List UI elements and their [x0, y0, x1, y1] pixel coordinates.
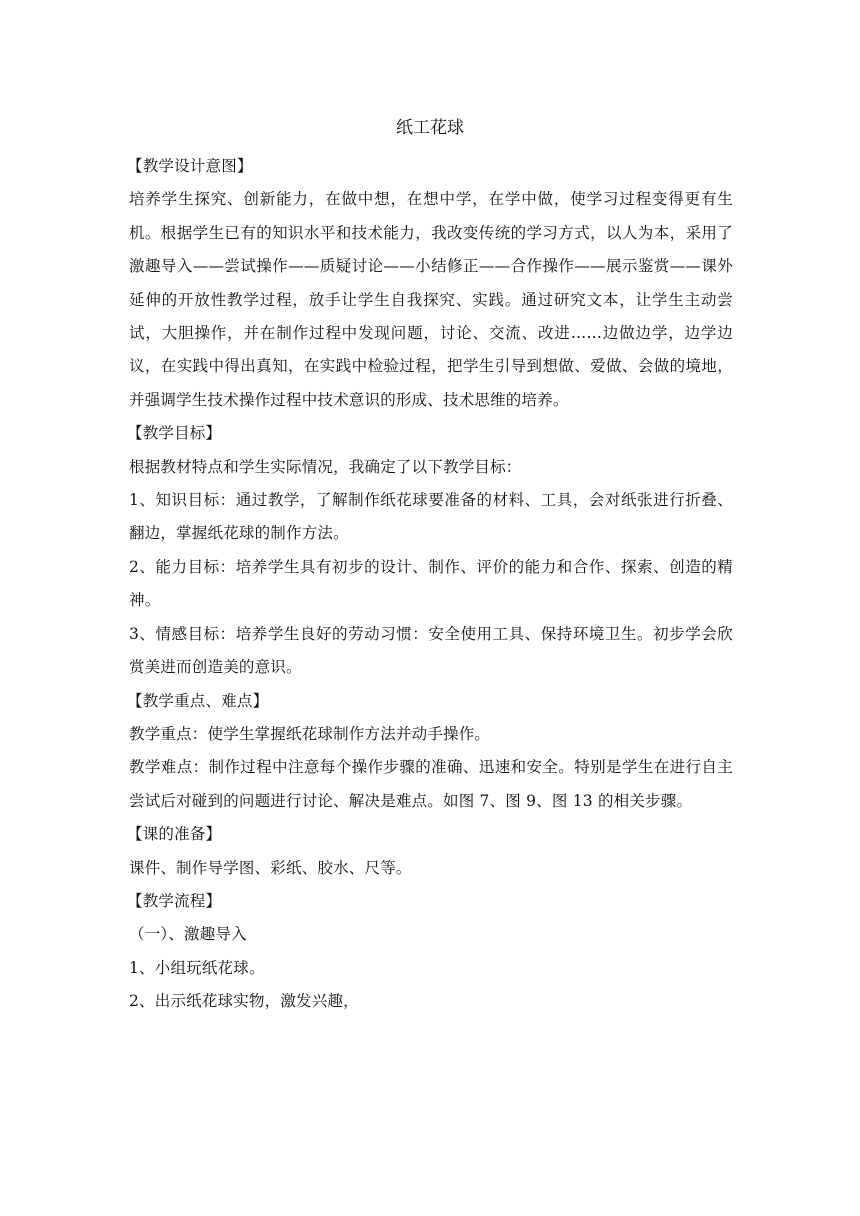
section-heading-preparation: 【课的准备】	[127, 825, 222, 844]
section-heading-objectives: 【教学目标】	[127, 424, 222, 443]
paragraph-design-intent: 培养学生探究、创新能力，在做中想，在想中学，在学中做，使学习过程变得更有生机。根据学生已有的知识水平和技术能力，我改变传统的学习方式，以人为本，采用了激趣导入——尝试操作——质疑讨论——小结修正——合作操作——展示鉴赏——课外延伸的开放性教学过程，放手让学生自我探究、实践。通过研究文本，让学生主动尝试，大胆操作，并在制作过程中发现问题，讨论、交流、改进……边做边学，边学边议，在实践中得出真知，在实践中检验过程，把学生引导到想做、爱做、会做的境地，并强调学生技术操作过程中技术意识的形成、技术思维的培养。	[129, 190, 733, 409]
section-heading-design-intent: 【教学设计意图】	[127, 157, 253, 175]
paragraph-process-step-1: （一）、激趣导入	[129, 925, 247, 944]
paragraph-process-item-2: 2、出示纸花球实物，激发兴趣，	[129, 992, 359, 1011]
section-heading-key-points: 【教学重点、难点】	[127, 691, 269, 710]
paragraph-process-item-1: 1、小组玩纸花球。	[129, 958, 265, 977]
paragraph-knowledge-objective: 1、知识目标：通过教学，了解制作纸花球要准备的材料、工具，会对纸张进行折叠、翻边，掌握纸花球的制作方法。	[129, 491, 733, 543]
paragraph-difficult-point: 教学难点：制作过程中注意每个操作步骤的准确、迅速和安全。特别是学生在进行自主尝试后对碰到的问题进行讨论、解决是难点。如图 7、图 9、图 13 的相关步骤。	[129, 758, 733, 810]
paragraph-emotion-objective: 3、情感目标：培养学生良好的劳动习惯：安全使用工具、保持环境卫生。初步学会欣赏美进而创造美的意识。	[129, 624, 733, 677]
document-title: 纸工花球	[396, 118, 464, 138]
document-body	[129, 150, 733, 1019]
section-heading-process: 【教学流程】	[127, 891, 222, 910]
paragraph-key-point: 教学重点：使学生掌握纸花球制作方法并动手操作。	[129, 724, 491, 743]
paragraph-preparation: 课件、制作导学图、彩纸、胶水、尺等。	[129, 858, 412, 877]
paragraph-ability-objective: 2、能力目标：培养学生具有初步的设计、制作、评价的能力和合作、探索、创造的精神。	[129, 557, 733, 610]
paragraph-objectives-intro: 根据教材特点和学生实际情况，我确定了以下教学目标：	[129, 457, 522, 476]
